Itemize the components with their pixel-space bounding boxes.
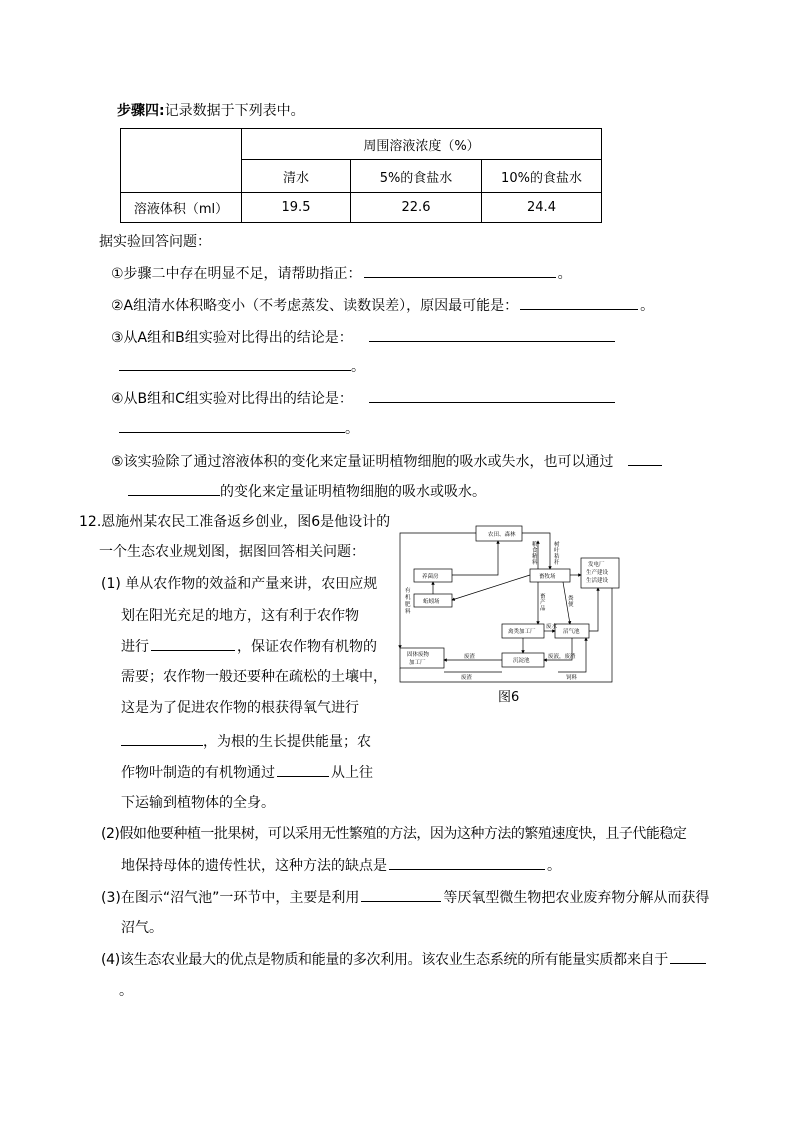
text: 从上往 xyxy=(331,765,373,781)
label-feed-2: 饲料 xyxy=(566,675,578,681)
question-4 xyxy=(111,388,617,409)
label-generator-2: 生产建设 xyxy=(586,570,609,576)
q12-p1-line1: (1) 单从农作物的效益和产量来讲，农田应规 xyxy=(101,576,378,592)
label-farm: 农田、森林 xyxy=(488,532,516,538)
data-table xyxy=(120,128,602,223)
label-organic: 有 xyxy=(405,588,411,594)
table-col-header: 5%的食盐水 xyxy=(351,160,482,193)
label-organic: 料 xyxy=(405,609,411,615)
q12-p2-line2 xyxy=(121,855,561,876)
label-sediment: 沉淀池 xyxy=(513,658,530,664)
q12-p2-line1: (2)假如他要种植一批果树，可以采用无性繁殖的方法，因为这种方法的繁殖速度快，且子代能稳定 xyxy=(101,826,687,842)
text: 作物叶制造的有机物通过 xyxy=(121,765,275,781)
label-manure: 便 xyxy=(568,602,574,608)
label-feed: 精 xyxy=(532,554,538,560)
label-waste-residue: 废渣 xyxy=(464,654,476,660)
answer-blank[interactable] xyxy=(670,949,706,964)
question-2 xyxy=(111,295,654,316)
question-4-text: ④从B组和C组实验对比得出的结论是： xyxy=(111,391,353,407)
ecology-flow-diagram xyxy=(398,522,620,688)
question-1-text: ①步骤二中存在明显不足，请帮助指正： xyxy=(111,266,362,282)
q12-p1-line3 xyxy=(121,636,377,657)
q12-p1-line4: 需要；农作物一般还要种在疏松的土壤中， xyxy=(121,669,387,685)
text: 地保持母体的遗传性状，这种方法的缺点是 xyxy=(121,858,387,874)
label-solid-waste-1: 固体废物 xyxy=(407,652,430,658)
answer-blank[interactable] xyxy=(128,481,220,496)
answer-blank[interactable] xyxy=(628,451,662,466)
text: 进行 xyxy=(121,639,149,655)
text: 等厌氧型微生物把农业废弃物分解从而获得 xyxy=(443,890,710,906)
question-5-cont xyxy=(128,481,486,502)
label-mushroom: 养菌房 xyxy=(422,574,439,580)
label-organic: 肥 xyxy=(405,602,411,608)
table-group-header: 周围溶液浓度（%） xyxy=(242,129,602,160)
question-3-text: ③从A组和B组实验对比得出的结论是： xyxy=(111,330,353,346)
question-3-cont xyxy=(119,356,365,377)
q12-p1-line5: 这是为了促进农作物的根获得氧气进行 xyxy=(121,700,359,716)
q12-intro-1: 12.恩施州某农民工准备返乡创业，图6是他设计的 xyxy=(79,514,391,530)
text: (4)该生态农业最大的优点是物质和能量的多次利用。该农业生态系统的所有能量实质都来自于 xyxy=(101,952,668,968)
label-residue-2: 废渣 xyxy=(461,675,473,681)
label-organic: 机 xyxy=(405,595,411,601)
period: 。 xyxy=(640,298,655,314)
figure-caption: 图6 xyxy=(498,690,520,705)
label-generator-3: 生活建设 xyxy=(586,578,609,584)
table-row-label: 溶液体积（ml） xyxy=(121,193,242,223)
question-5-cont-text: 的变化来定量证明植物细胞的吸水或吸水。 xyxy=(220,484,486,500)
label-generator-1: 发电厂 xyxy=(588,562,605,568)
table-cell: 22.6 xyxy=(351,193,482,223)
answer-blank[interactable] xyxy=(361,887,441,902)
question-1 xyxy=(111,263,572,284)
label-livestock: 畜牧场 xyxy=(539,574,556,580)
answer-blank[interactable] xyxy=(121,731,203,746)
label-products: 品 xyxy=(540,606,546,612)
label-feed: 料 xyxy=(532,560,538,566)
label-worm: 蚯蚓场 xyxy=(423,599,440,605)
text: (3)在图示“沼气池”一环节中，主要是利用 xyxy=(101,890,360,906)
step4-line xyxy=(117,101,305,121)
q12-p4-line1 xyxy=(101,949,708,970)
step4-text: 记录数据于下列表中。 xyxy=(164,103,305,119)
q12-p1-line6 xyxy=(121,731,371,752)
label-waste-liquid: 废液，废渣 xyxy=(548,654,576,660)
table-cell: 24.4 xyxy=(482,193,602,223)
label-straw: 秆 xyxy=(554,560,560,566)
answer-blank[interactable] xyxy=(119,356,351,371)
q12-p1-line8: 下运输到植物体的全身。 xyxy=(121,795,275,811)
question-5-text: ⑤该实验除了通过溶液体积的变化来定量证明植物细胞的吸水或失水，也可以通过 xyxy=(111,454,614,470)
label-solid-waste-2: 加工厂 xyxy=(409,660,426,666)
period: 。 xyxy=(345,421,359,437)
text: ，保证农作物有机物的 xyxy=(237,639,377,655)
label-biogas: 沼气池 xyxy=(563,629,580,635)
step4-label: 步骤四: xyxy=(117,103,165,119)
table-corner-cell xyxy=(121,129,242,193)
answer-blank[interactable] xyxy=(389,855,545,870)
label-processing: 禽类加工厂 xyxy=(508,629,536,635)
answer-blank[interactable] xyxy=(151,636,235,651)
label-products: 畜 xyxy=(540,594,546,600)
q12-p1-line7 xyxy=(121,762,373,783)
label-feed: 食 xyxy=(532,548,538,554)
question-4-cont xyxy=(119,418,359,439)
text: ，为根的生长提供能量；农 xyxy=(203,734,371,750)
label-products: 产 xyxy=(540,600,546,606)
answer-blank[interactable] xyxy=(520,295,638,310)
table-cell: 19.5 xyxy=(242,193,351,223)
period: 。 xyxy=(557,266,572,282)
answer-blank[interactable] xyxy=(277,762,329,777)
label-waste-water: 废水 xyxy=(546,624,558,630)
question-5 xyxy=(111,451,664,472)
label-straw: 树 xyxy=(554,542,560,548)
table-col-header: 清水 xyxy=(242,160,351,193)
period: 。 xyxy=(547,858,561,874)
figure-6-diagram xyxy=(398,522,620,688)
label-straw: 叶 xyxy=(554,548,560,554)
period: 。 xyxy=(351,359,365,375)
answer-intro: 据实验回答问题： xyxy=(99,234,211,250)
question-2-text: ②A组清水体积略变小（不考虑蒸发、读数误差），原因最可能是： xyxy=(111,298,519,314)
answer-blank[interactable] xyxy=(119,418,345,433)
q12-intro-2: 一个生态农业规划图，据图回答相关问题： xyxy=(99,544,365,560)
q12-p3-line1 xyxy=(101,887,709,908)
answer-blank[interactable] xyxy=(369,327,615,342)
label-straw: 秸 xyxy=(554,554,560,560)
q12-p1-line2: 划在阳光充足的地方，这有利于农作物 xyxy=(121,608,359,624)
question-3 xyxy=(111,327,617,348)
label-feed: 粮 xyxy=(532,542,538,548)
q12-p3-line2: 沼气。 xyxy=(121,920,163,936)
table-col-header: 10%的食盐水 xyxy=(482,160,602,193)
answer-blank[interactable] xyxy=(364,263,556,278)
label-manure: 粪 xyxy=(568,596,574,602)
q12-p4-line2: 。 xyxy=(119,983,133,999)
answer-blank[interactable] xyxy=(369,388,615,403)
